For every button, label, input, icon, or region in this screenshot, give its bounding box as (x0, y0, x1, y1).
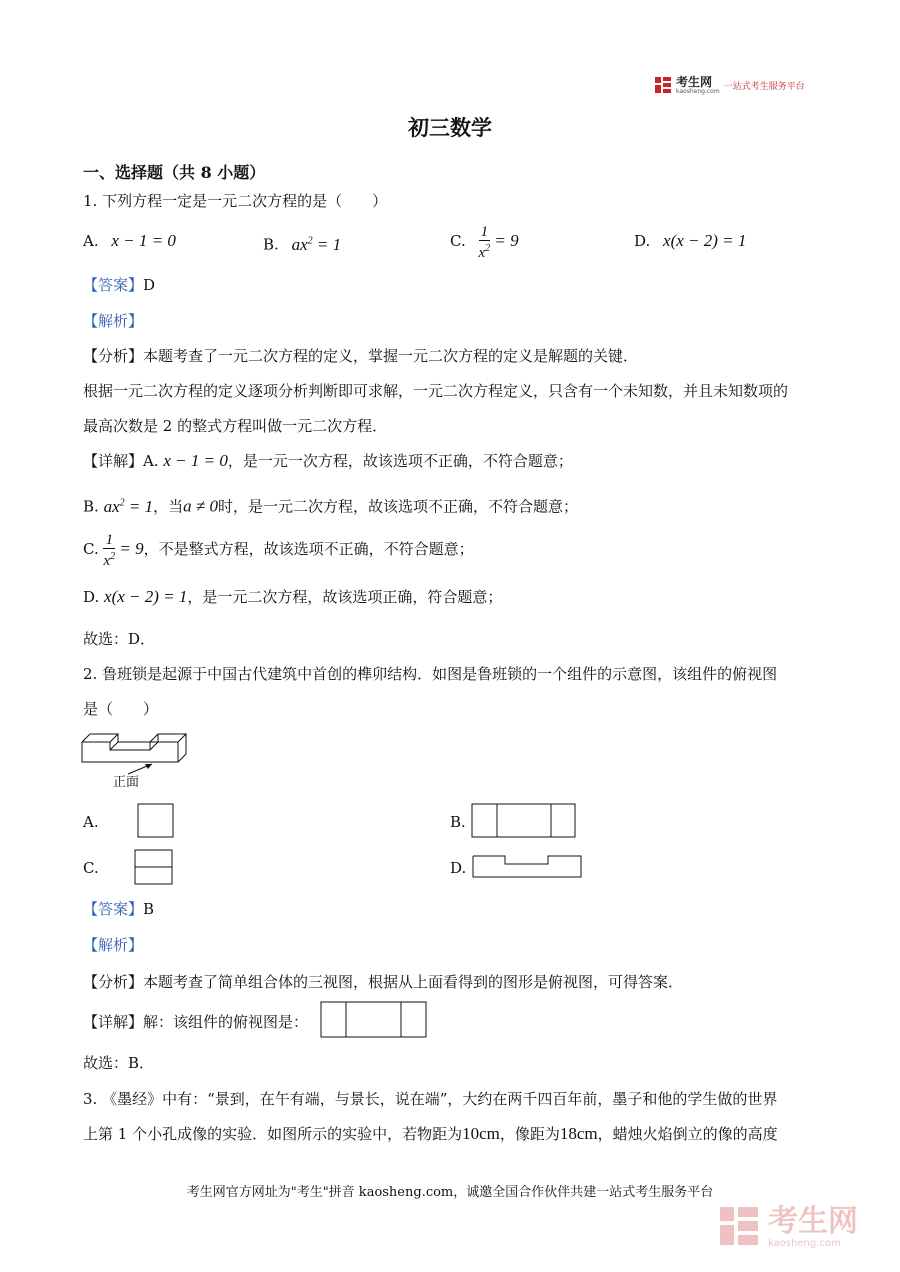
detail-text: ，不是整式方程，故该选项不正确，不符合题意； (143, 540, 474, 558)
q2-option-b-label: B. (450, 813, 466, 831)
q2-detail (83, 1012, 308, 1032)
detail-prefix: B. (83, 497, 104, 516)
detail-prefix: A. (143, 452, 164, 470)
option-label: B. (263, 235, 279, 254)
option-c-rhs: = 9 (490, 231, 519, 250)
kaosheng-logo-icon (653, 75, 673, 95)
detail-text: ，是一元一次方程，故该选项不正确，不符合题意； (227, 452, 573, 470)
q2-option-a-label: A. (83, 813, 99, 831)
q2-option-d-figure (472, 853, 584, 879)
q2-analysis-tag: 【解析】 (83, 936, 144, 954)
option-d-expr: x(x − 2) = 1 (663, 231, 747, 250)
q3-line-2 (83, 1124, 778, 1144)
q1-para2: 最高次数是 2 的整式方程叫做一元二次方程． (83, 417, 388, 435)
answer-tag: 【答案】 (83, 276, 144, 294)
q1-detail-a (83, 451, 573, 471)
q2-conclusion: 故选：B． (83, 1054, 155, 1072)
option-b-rhs: = 1 (312, 234, 342, 254)
section-title: 一、选择题（共 8 小题） (83, 163, 266, 182)
q1-option-a (83, 231, 176, 251)
q3-text: ，像距为 (499, 1125, 560, 1143)
watermark (718, 1205, 858, 1249)
logo-slogan: 一站式考生服务平台 (723, 81, 805, 92)
answer-value: D (143, 276, 156, 294)
q3-image-distance: 18cm (559, 1124, 598, 1143)
detail-mid: ，当 (153, 497, 184, 516)
option-label: C. (450, 232, 466, 250)
answer-tag: 【答案】 (83, 900, 144, 918)
q1-answer (83, 275, 155, 295)
q2-option-c-figure (134, 849, 174, 887)
detail-prefix: D. (83, 588, 105, 606)
detail-expr: = 1 (124, 496, 154, 516)
option-label: A. (83, 232, 99, 250)
fenxi-tag: 【分析】 (83, 347, 144, 365)
q2-option-c-label: C. (83, 859, 99, 877)
watermark-name: 考生网 (768, 1203, 858, 1239)
q1-option-d (634, 231, 746, 251)
q1-detail-c: C. $\frac{1}{x^2}$ = 9，不是整式方程，故该选项不正确，不符合题意； (83, 531, 474, 569)
q2-option-b-figure (471, 803, 577, 839)
detail-tag: 【详解】 (83, 1013, 144, 1031)
q1-detail-d (83, 587, 502, 607)
q1-fenxi (83, 346, 638, 366)
header-logo (653, 74, 805, 96)
q3-text: ，蜡烛火焰倒立的像的高度 (597, 1125, 778, 1143)
q2-answer (83, 899, 154, 919)
detail-expr: x(x − 2) = 1 (104, 587, 188, 606)
watermark-logo-icon (718, 1205, 762, 1249)
logo-name: 考生网 (676, 74, 713, 89)
q1-conclusion: 故选：D． (83, 630, 156, 648)
q2-option-d-label: D. (450, 859, 467, 877)
q1-option-c: C. $\frac{1}{x^2}$ = 9 (450, 223, 519, 261)
frac-den: x (478, 244, 486, 261)
detail-tag: 【详解】 (83, 452, 144, 470)
option-b-lhs: ax (291, 234, 308, 254)
frac-num: 1 (479, 224, 491, 241)
front-label: 正面 (113, 775, 140, 790)
q2-detail-figure (320, 1001, 428, 1039)
q1-option-b: B. $ax^2 = 1$ (263, 234, 342, 254)
q2-option-a-figure (137, 803, 175, 839)
fenxi-text: 本题考查了一元二次方程的定义，掌握一元二次方程的定义是解题的关键． (143, 347, 639, 365)
q2-fenxi (83, 972, 683, 992)
answer-value: B (143, 900, 155, 918)
detail-prefix: C. (83, 540, 104, 558)
q3-text: 上第 1 个小孔成像的实验．如图所示的实验中，若物距为 (83, 1125, 463, 1143)
detail-cond: a ≠ 0 (183, 496, 218, 516)
fenxi-text: 本题考查了简单组合体的三视图，根据从上面看得到的图形是俯视图，可得答案． (143, 973, 684, 991)
q1-detail-b: B. $ax^2 = 1$，当a ≠ 0时，是一元二次方程，故该选项不正确，不符合题意； (83, 496, 578, 516)
page-title: 初三数学 (408, 115, 492, 140)
q1-para1: 根据一元二次方程的定义逐项分析判断即可求解，一元二次方程定义，只含有一个未知数，并且未知数项的 (83, 382, 789, 400)
q2-stem-2: 是（ ） (83, 700, 159, 718)
detail-expr: x − 1 = 0 (163, 451, 228, 470)
page-footer: 考生网官方网址为"考生"拼音 kaosheng.com，诚邀全国合作伙伴共建一站式考生服务平台 (186, 1185, 714, 1200)
logo-domain: kaosheng.com (676, 87, 720, 95)
q1-stem: 1. 下列方程一定是一元二次方程的是（ ） (83, 192, 388, 210)
q1-analysis-tag: 【解析】 (83, 312, 144, 330)
watermark-domain: kaosheng.com (768, 1237, 841, 1249)
detail-text: ，是一元二次方程，故该选项正确，符合题意； (187, 588, 503, 606)
option-label: D. (634, 232, 651, 250)
q2-stem-1: 2. 鲁班锁是起源于中国古代建筑中首创的榫卯结构．如图是鲁班锁的一个组件的示意图，该组件的俯视图 (83, 665, 778, 683)
q3-object-distance: 10cm (462, 1124, 500, 1143)
detail-text: 时，是一元二次方程，故该选项不正确，不符合题意； (217, 497, 578, 516)
option-a-expr: x − 1 = 0 (111, 231, 176, 250)
fenxi-tag: 【分析】 (83, 973, 144, 991)
detail-text: 解：该组件的俯视图是： (143, 1013, 309, 1031)
q3-line-1: 3. 《墨经》中有：“景到，在午有端，与景长，说在端”，大约在两千四百年前，墨子和他的学生做的世界 (83, 1090, 778, 1108)
